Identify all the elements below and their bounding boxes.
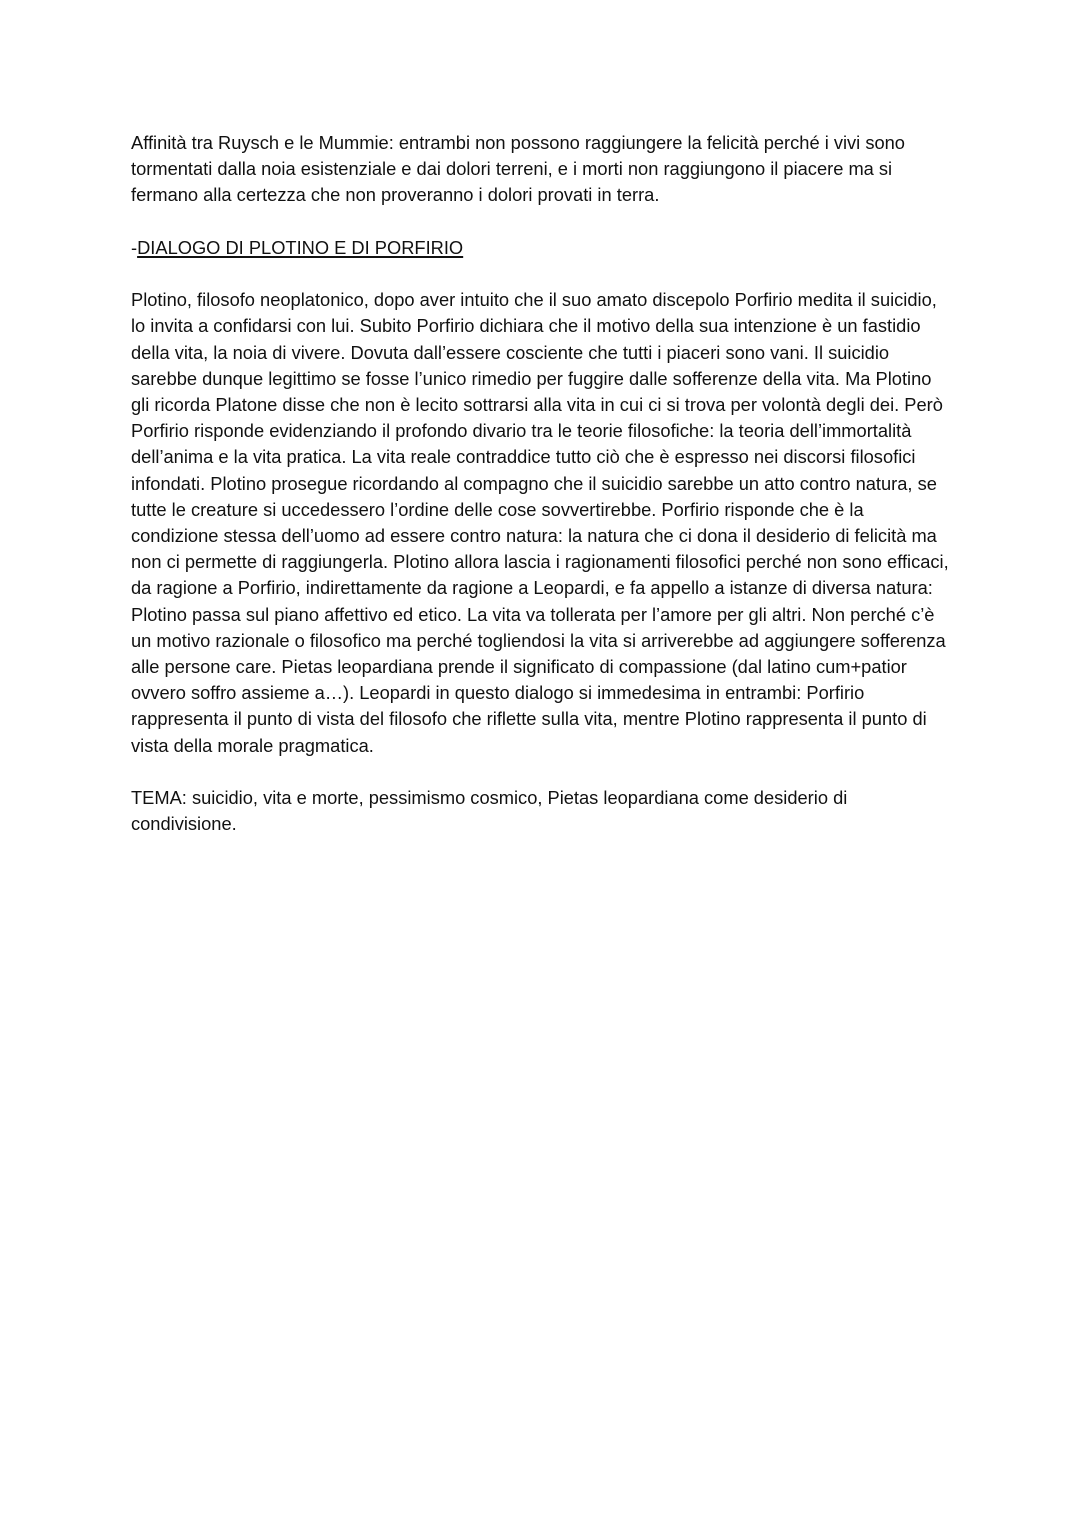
section-heading-title: DIALOGO DI PLOTINO E DI PORFIRIO xyxy=(137,236,464,258)
section-heading xyxy=(131,235,951,261)
section-heading-prefix: - xyxy=(131,236,138,258)
document-body xyxy=(131,130,951,837)
theme-paragraph: TEMA: suicidio, vita e morte, pessimismo cosmico, Pietas leopardiana come desiderio di condivisione. xyxy=(131,787,848,835)
paragraph-gap xyxy=(131,759,951,785)
intro-paragraph: Affinità tra Ruysch e le Mummie: entrambi non possono raggiungere la felicità perché i vivi sono tormentati dalla noia esistenziale e dai dolori terreni, e i morti non raggiungono il piacere ma si fermano alla certezza che non proveranno i dolori provati in terra. xyxy=(131,132,905,206)
main-paragraph: Plotino, filosofo neoplatonico, dopo aver intuito che il suo amato discepolo Porfirio medita il suicidio, lo invita a confidarsi con lui. Subito Porfirio dichiara che il motivo della sua intenzione è un fastidio della vita, la noia di vivere. Dovuta dall’essere cosciente che tutti i piaceri sono vani. Il suicidio sarebbe dunque legittimo se fosse l’unico rimedio per fuggire dalle sofferenze della vita. Ma Plotino gli ricorda Platone disse che non è lecito sottrarsi alla vita in cui ci si trova per volontà degli dei. Però Porfirio risponde evidenziando il profondo divario tra le teorie filosofiche: la teoria dell’immortalità dell’anima e la vita pratica. La vita reale contraddice tutto ciò che è espresso nei discorsi filosofici infondati. Plotino prosegue ricordando al compagno che il suicidio sarebbe un atto contro natura, se tutte le creature si uccedessero l’ordine delle cose sovvertirebbe. Porfirio risponde che è la condizione stessa dell’uomo ad essere contro natura: la natura che ci dona il desiderio di felicità ma non ci permette di raggiungerla. Plotino allora lascia i ragionamenti filosofici perché non sono efficaci, da ragione a Porfirio, indirettamente da ragione a Leopardi, e fa appello a istanze di diversa natura: Plotino passa sul piano affettivo ed etico. La vita va tollerata per l’amore per gli altri. Non perché c’è un motivo razionale o filosofico ma perché togliendosi la vita si arriverebbe ad aggiungere sofferenza alle persone care. Pietas leopardiana prende il significato di compassione (dal latino cum+patior ovvero soffro assieme a…). Leopardi in questo dialogo si immedesima in entrambi: Porfirio rappresenta il punto di vista del filosofo che riflette sulla vita, mentre Plotino rappresenta il punto di vista della morale pragmatica. xyxy=(131,289,949,756)
paragraph-gap xyxy=(131,261,951,287)
paragraph-gap xyxy=(131,209,951,235)
